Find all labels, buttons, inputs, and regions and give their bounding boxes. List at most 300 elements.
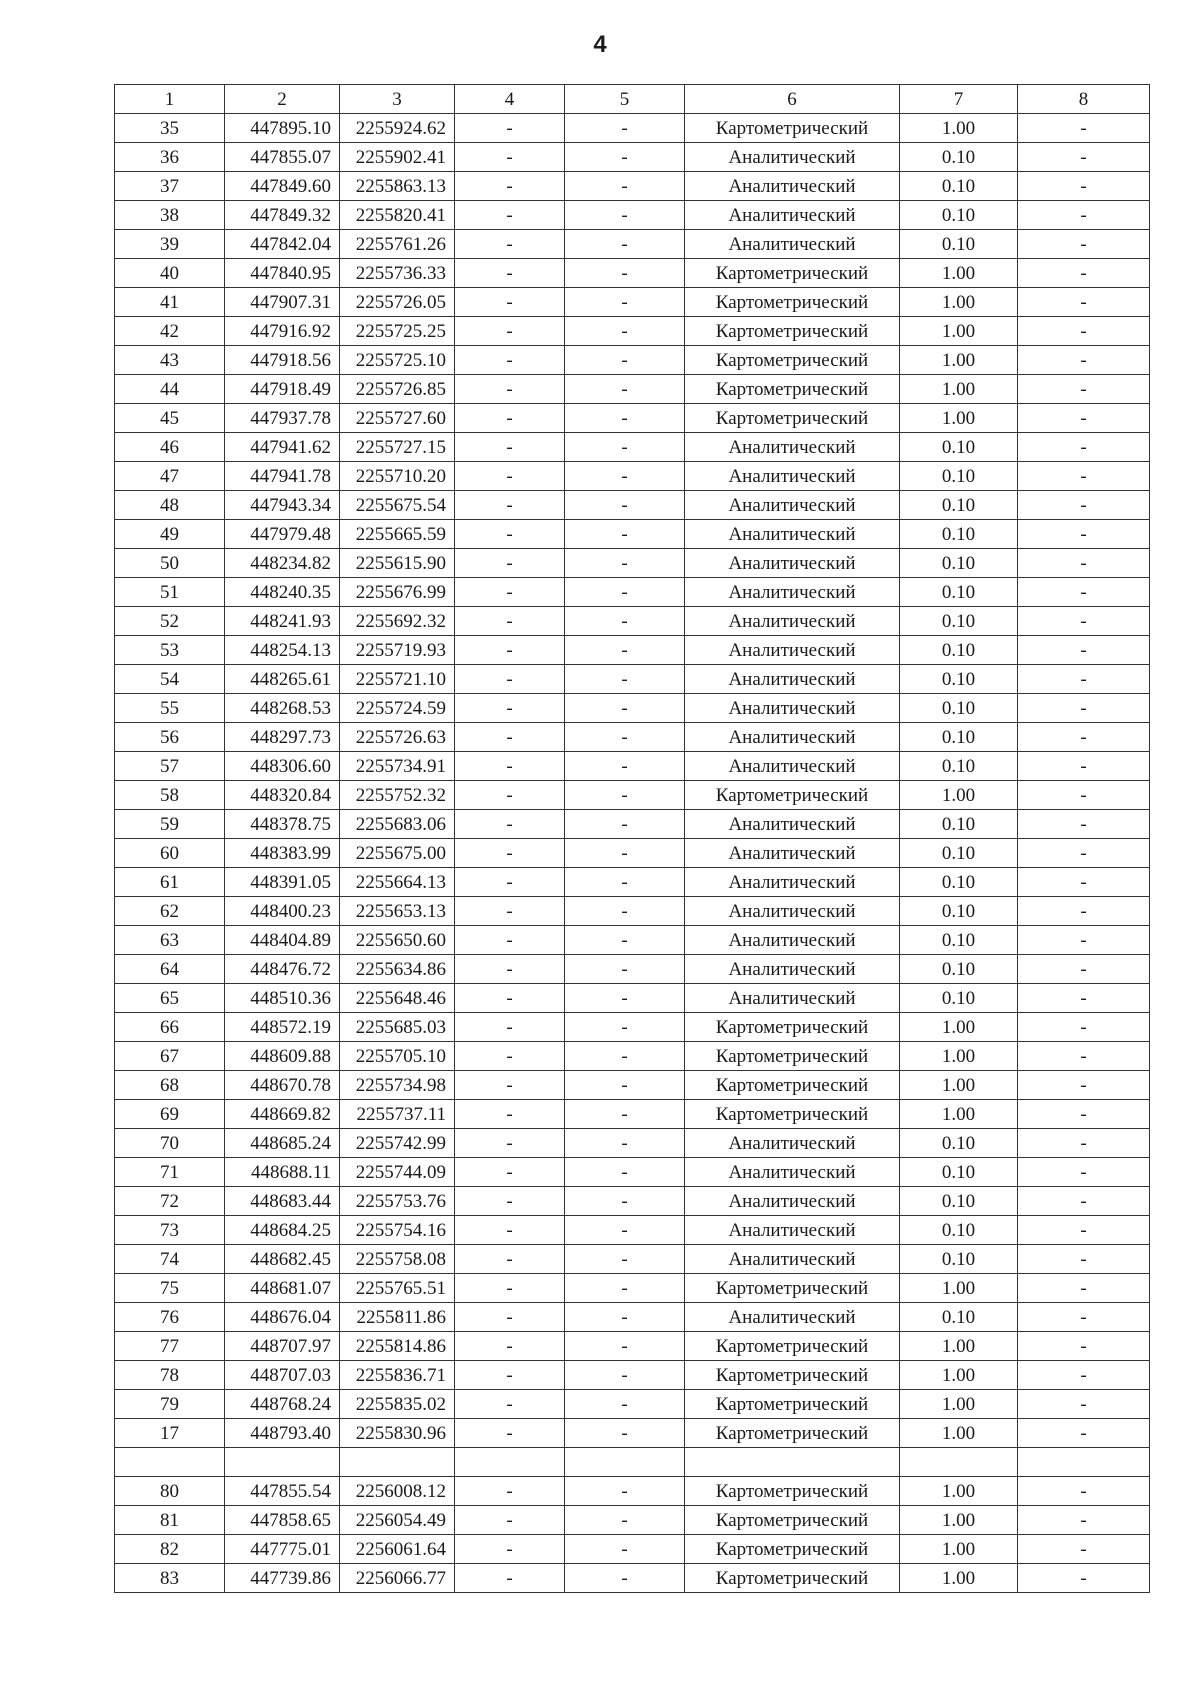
point-number-cell: 40: [115, 259, 225, 288]
column-8-cell: -: [1018, 1129, 1150, 1158]
column-4-cell: -: [455, 665, 565, 694]
y-coordinate-cell: 2255734.91: [340, 752, 455, 781]
point-number-cell: 68: [115, 1071, 225, 1100]
column-4-cell: -: [455, 201, 565, 230]
accuracy-cell: 0.10: [900, 1303, 1018, 1332]
column-4-cell: -: [455, 636, 565, 665]
column-8-cell: -: [1018, 1216, 1150, 1245]
y-coordinate-cell: 2255761.26: [340, 230, 455, 259]
column-4-cell: -: [455, 578, 565, 607]
point-number-cell: 50: [115, 549, 225, 578]
method-cell: Картометрический: [685, 1100, 900, 1129]
point-number-cell: 51: [115, 578, 225, 607]
method-cell: Картометрический: [685, 1564, 900, 1593]
column-5-cell: -: [565, 665, 685, 694]
x-coordinate-cell: 447739.86: [225, 1564, 340, 1593]
x-coordinate-cell: 448240.35: [225, 578, 340, 607]
column-8-cell: -: [1018, 114, 1150, 143]
table-row: [115, 114, 1150, 143]
y-coordinate-cell: 2255705.10: [340, 1042, 455, 1071]
method-cell: Аналитический: [685, 1216, 900, 1245]
table-row: [115, 375, 1150, 404]
column-5-cell: -: [565, 1216, 685, 1245]
column-4-cell: -: [455, 1187, 565, 1216]
column-4-cell: -: [455, 114, 565, 143]
accuracy-cell: 0.10: [900, 1216, 1018, 1245]
point-number-cell: 53: [115, 636, 225, 665]
column-8-cell: -: [1018, 1158, 1150, 1187]
accuracy-cell: 1.00: [900, 1013, 1018, 1042]
method-cell: Аналитический: [685, 926, 900, 955]
x-coordinate-cell: 447907.31: [225, 288, 340, 317]
table-row: [115, 172, 1150, 201]
x-coordinate-cell: 447918.49: [225, 375, 340, 404]
point-number-cell: 66: [115, 1013, 225, 1042]
column-4-cell: -: [455, 549, 565, 578]
table-row: [115, 897, 1150, 926]
accuracy-cell: 0.10: [900, 1187, 1018, 1216]
method-cell: Аналитический: [685, 433, 900, 462]
column-5-cell: -: [565, 462, 685, 491]
column-8-cell: -: [1018, 1361, 1150, 1390]
x-coordinate-cell: 448383.99: [225, 839, 340, 868]
x-coordinate-cell: 448297.73: [225, 723, 340, 752]
method-cell: Картометрический: [685, 781, 900, 810]
point-number-cell: 52: [115, 607, 225, 636]
column-4-cell: -: [455, 1564, 565, 1593]
y-coordinate-cell: 2255753.76: [340, 1187, 455, 1216]
method-cell: Аналитический: [685, 172, 900, 201]
table-row: [115, 810, 1150, 839]
accuracy-cell: 1.00: [900, 259, 1018, 288]
accuracy-cell: 1.00: [900, 1071, 1018, 1100]
x-coordinate-cell: 447855.54: [225, 1477, 340, 1506]
column-8-cell: -: [1018, 259, 1150, 288]
column-header: 1: [115, 85, 225, 114]
column-4-cell: -: [455, 288, 565, 317]
column-5-cell: -: [565, 1187, 685, 1216]
method-cell: Аналитический: [685, 578, 900, 607]
x-coordinate-cell: 448572.19: [225, 1013, 340, 1042]
accuracy-cell: 0.10: [900, 752, 1018, 781]
table-row: [115, 1187, 1150, 1216]
point-number-cell: 17: [115, 1419, 225, 1448]
column-4-cell: -: [455, 1158, 565, 1187]
column-5-cell: -: [565, 1564, 685, 1593]
accuracy-cell: 0.10: [900, 636, 1018, 665]
accuracy-cell: 1.00: [900, 1390, 1018, 1419]
accuracy-cell: 0.10: [900, 143, 1018, 172]
table-row: [115, 984, 1150, 1013]
accuracy-cell: 1.00: [900, 1419, 1018, 1448]
y-coordinate-cell: 2255721.10: [340, 665, 455, 694]
method-cell: Аналитический: [685, 1187, 900, 1216]
point-number-cell: 60: [115, 839, 225, 868]
column-5-cell: -: [565, 1390, 685, 1419]
y-coordinate-cell: 2255820.41: [340, 201, 455, 230]
column-4-cell: -: [455, 1100, 565, 1129]
column-8-cell: -: [1018, 288, 1150, 317]
point-number-cell: 81: [115, 1506, 225, 1535]
accuracy-cell: 1.00: [900, 1506, 1018, 1535]
accuracy-cell: 1.00: [900, 375, 1018, 404]
column-4-cell: -: [455, 1013, 565, 1042]
accuracy-cell: 0.10: [900, 1129, 1018, 1158]
x-coordinate-cell: 448707.97: [225, 1332, 340, 1361]
method-cell: Аналитический: [685, 636, 900, 665]
x-coordinate-cell: 447855.07: [225, 143, 340, 172]
method-cell: Картометрический: [685, 1042, 900, 1071]
x-coordinate-cell: 448682.45: [225, 1245, 340, 1274]
column-8-cell: -: [1018, 607, 1150, 636]
column-8-cell: -: [1018, 549, 1150, 578]
x-coordinate-cell: 448793.40: [225, 1419, 340, 1448]
table-row: [115, 955, 1150, 984]
column-8-cell: -: [1018, 1100, 1150, 1129]
table-row: [115, 781, 1150, 810]
point-number-cell: 41: [115, 288, 225, 317]
column-4-cell: -: [455, 404, 565, 433]
accuracy-cell: 0.10: [900, 839, 1018, 868]
table-row: [115, 346, 1150, 375]
y-coordinate-cell: 2255615.90: [340, 549, 455, 578]
accuracy-cell: 0.10: [900, 984, 1018, 1013]
point-number-cell: 65: [115, 984, 225, 1013]
column-5-cell: -: [565, 1042, 685, 1071]
column-5-cell: -: [565, 926, 685, 955]
column-8-cell: -: [1018, 1564, 1150, 1593]
method-cell: Картометрический: [685, 1535, 900, 1564]
column-5-cell: -: [565, 201, 685, 230]
column-8-cell: -: [1018, 1013, 1150, 1042]
table-row: [115, 433, 1150, 462]
table-row: [115, 1216, 1150, 1245]
column-8-cell: -: [1018, 1187, 1150, 1216]
point-number-cell: 69: [115, 1100, 225, 1129]
column-8-cell: -: [1018, 1477, 1150, 1506]
table-row: [115, 259, 1150, 288]
table-row: [115, 1129, 1150, 1158]
column-5-cell: -: [565, 781, 685, 810]
table-row: [115, 462, 1150, 491]
point-number-cell: 70: [115, 1129, 225, 1158]
table-row: [115, 752, 1150, 781]
column-8-cell: -: [1018, 723, 1150, 752]
point-number-cell: 73: [115, 1216, 225, 1245]
x-coordinate-cell: 448400.23: [225, 897, 340, 926]
point-number-cell: 62: [115, 897, 225, 926]
method-cell: Аналитический: [685, 665, 900, 694]
x-coordinate-cell: 448378.75: [225, 810, 340, 839]
y-coordinate-cell: 2255814.86: [340, 1332, 455, 1361]
accuracy-cell: [900, 1448, 1018, 1477]
column-5-cell: -: [565, 897, 685, 926]
y-coordinate-cell: 2255765.51: [340, 1274, 455, 1303]
x-coordinate-cell: 447849.32: [225, 201, 340, 230]
x-coordinate-cell: 447943.34: [225, 491, 340, 520]
column-8-cell: -: [1018, 491, 1150, 520]
table-row: [115, 230, 1150, 259]
accuracy-cell: 1.00: [900, 1042, 1018, 1071]
table-row: [115, 1013, 1150, 1042]
column-4-cell: -: [455, 1477, 565, 1506]
column-8-cell: -: [1018, 1303, 1150, 1332]
column-8-cell: -: [1018, 926, 1150, 955]
x-coordinate-cell: 448688.11: [225, 1158, 340, 1187]
x-coordinate-cell: 447775.01: [225, 1535, 340, 1564]
column-8-cell: -: [1018, 404, 1150, 433]
point-number-cell: 43: [115, 346, 225, 375]
column-8-cell: -: [1018, 578, 1150, 607]
column-8-cell: -: [1018, 984, 1150, 1013]
column-5-cell: -: [565, 984, 685, 1013]
point-number-cell: 46: [115, 433, 225, 462]
x-coordinate-cell: 447918.56: [225, 346, 340, 375]
point-number-cell: 48: [115, 491, 225, 520]
column-4-cell: -: [455, 984, 565, 1013]
y-coordinate-cell: 2255650.60: [340, 926, 455, 955]
column-5-cell: -: [565, 694, 685, 723]
point-number-cell: 38: [115, 201, 225, 230]
x-coordinate-cell: 448268.53: [225, 694, 340, 723]
y-coordinate-cell: 2255648.46: [340, 984, 455, 1013]
x-coordinate-cell: 448685.24: [225, 1129, 340, 1158]
accuracy-cell: 0.10: [900, 926, 1018, 955]
method-cell: Картометрический: [685, 1390, 900, 1419]
column-4-cell: -: [455, 1216, 565, 1245]
column-8-cell: -: [1018, 781, 1150, 810]
method-cell: Аналитический: [685, 230, 900, 259]
table-row: [115, 520, 1150, 549]
column-8-cell: -: [1018, 172, 1150, 201]
column-8-cell: -: [1018, 1506, 1150, 1535]
column-4-cell: [455, 1448, 565, 1477]
y-coordinate-cell: 2255742.99: [340, 1129, 455, 1158]
method-cell: Аналитический: [685, 520, 900, 549]
x-coordinate-cell: 448391.05: [225, 868, 340, 897]
method-cell: Аналитический: [685, 810, 900, 839]
column-8-cell: -: [1018, 897, 1150, 926]
x-coordinate-cell: 448681.07: [225, 1274, 340, 1303]
table-row: [115, 839, 1150, 868]
column-4-cell: -: [455, 1390, 565, 1419]
method-cell: Аналитический: [685, 723, 900, 752]
y-coordinate-cell: 2255734.98: [340, 1071, 455, 1100]
table-row: [115, 607, 1150, 636]
x-coordinate-cell: 447842.04: [225, 230, 340, 259]
y-coordinate-cell: 2255835.02: [340, 1390, 455, 1419]
accuracy-cell: 0.10: [900, 520, 1018, 549]
column-4-cell: -: [455, 1042, 565, 1071]
y-coordinate-cell: 2255737.11: [340, 1100, 455, 1129]
column-4-cell: -: [455, 491, 565, 520]
column-5-cell: -: [565, 288, 685, 317]
column-8-cell: -: [1018, 230, 1150, 259]
y-coordinate-cell: 2255685.03: [340, 1013, 455, 1042]
column-4-cell: -: [455, 1274, 565, 1303]
y-coordinate-cell: 2255692.32: [340, 607, 455, 636]
method-cell: Аналитический: [685, 752, 900, 781]
column-5-cell: -: [565, 723, 685, 752]
column-5-cell: -: [565, 636, 685, 665]
column-8-cell: -: [1018, 375, 1150, 404]
table-row: [115, 1071, 1150, 1100]
y-coordinate-cell: 2255736.33: [340, 259, 455, 288]
point-number-cell: 78: [115, 1361, 225, 1390]
accuracy-cell: 0.10: [900, 868, 1018, 897]
table-row: [115, 1535, 1150, 1564]
accuracy-cell: 1.00: [900, 1274, 1018, 1303]
column-5-cell: -: [565, 172, 685, 201]
x-coordinate-cell: 448476.72: [225, 955, 340, 984]
point-number-cell: 76: [115, 1303, 225, 1332]
y-coordinate-cell: 2256008.12: [340, 1477, 455, 1506]
y-coordinate-cell: 2255727.15: [340, 433, 455, 462]
y-coordinate-cell: 2255653.13: [340, 897, 455, 926]
method-cell: Картометрический: [685, 288, 900, 317]
column-8-cell: -: [1018, 317, 1150, 346]
point-number-cell: 75: [115, 1274, 225, 1303]
table-row: [115, 201, 1150, 230]
table-row: [115, 549, 1150, 578]
header-row: [115, 85, 1150, 114]
x-coordinate-cell: 447979.48: [225, 520, 340, 549]
point-number-cell: 67: [115, 1042, 225, 1071]
method-cell: Аналитический: [685, 839, 900, 868]
point-number-cell: 45: [115, 404, 225, 433]
table-row: [115, 926, 1150, 955]
column-4-cell: -: [455, 317, 565, 346]
column-5-cell: -: [565, 1419, 685, 1448]
x-coordinate-cell: 448670.78: [225, 1071, 340, 1100]
method-cell: Картометрический: [685, 1477, 900, 1506]
y-coordinate-cell: 2255725.10: [340, 346, 455, 375]
point-number-cell: 42: [115, 317, 225, 346]
column-8-cell: -: [1018, 810, 1150, 839]
column-5-cell: -: [565, 955, 685, 984]
point-number-cell: 44: [115, 375, 225, 404]
coordinates-table: [114, 84, 1150, 1593]
method-cell: Аналитический: [685, 1129, 900, 1158]
y-coordinate-cell: 2255758.08: [340, 1245, 455, 1274]
table-body: [115, 114, 1150, 1593]
column-4-cell: -: [455, 462, 565, 491]
y-coordinate-cell: 2255754.16: [340, 1216, 455, 1245]
column-4-cell: -: [455, 1506, 565, 1535]
accuracy-cell: 0.10: [900, 897, 1018, 926]
column-4-cell: -: [455, 1245, 565, 1274]
y-coordinate-cell: 2255719.93: [340, 636, 455, 665]
method-cell: Картометрический: [685, 1419, 900, 1448]
x-coordinate-cell: 447895.10: [225, 114, 340, 143]
column-4-cell: -: [455, 694, 565, 723]
accuracy-cell: 0.10: [900, 1245, 1018, 1274]
column-5-cell: -: [565, 1013, 685, 1042]
table-row: [115, 1274, 1150, 1303]
column-8-cell: -: [1018, 1245, 1150, 1274]
column-5-cell: -: [565, 549, 685, 578]
accuracy-cell: 0.10: [900, 549, 1018, 578]
y-coordinate-cell: 2255811.86: [340, 1303, 455, 1332]
column-5-cell: -: [565, 143, 685, 172]
column-header: 4: [455, 85, 565, 114]
method-cell: [685, 1448, 900, 1477]
table-row: [115, 491, 1150, 520]
accuracy-cell: 0.10: [900, 607, 1018, 636]
table-row: [115, 868, 1150, 897]
column-8-cell: -: [1018, 1274, 1150, 1303]
table-row: [115, 1564, 1150, 1593]
column-5-cell: -: [565, 433, 685, 462]
table-row: [115, 288, 1150, 317]
accuracy-cell: 0.10: [900, 230, 1018, 259]
table-row: [115, 1361, 1150, 1390]
method-cell: Аналитический: [685, 549, 900, 578]
column-5-cell: -: [565, 230, 685, 259]
method-cell: Картометрический: [685, 1274, 900, 1303]
method-cell: Картометрический: [685, 259, 900, 288]
column-4-cell: -: [455, 1361, 565, 1390]
accuracy-cell: 0.10: [900, 201, 1018, 230]
x-coordinate-cell: 448404.89: [225, 926, 340, 955]
method-cell: Картометрический: [685, 114, 900, 143]
accuracy-cell: 0.10: [900, 810, 1018, 839]
column-8-cell: -: [1018, 752, 1150, 781]
column-5-cell: [565, 1448, 685, 1477]
point-number-cell: 64: [115, 955, 225, 984]
column-4-cell: -: [455, 868, 565, 897]
column-4-cell: -: [455, 230, 565, 259]
column-5-cell: -: [565, 491, 685, 520]
column-5-cell: -: [565, 1477, 685, 1506]
y-coordinate-cell: 2255675.00: [340, 839, 455, 868]
x-coordinate-cell: 447941.78: [225, 462, 340, 491]
column-8-cell: -: [1018, 636, 1150, 665]
method-cell: Картометрический: [685, 1361, 900, 1390]
accuracy-cell: 0.10: [900, 1158, 1018, 1187]
column-8-cell: -: [1018, 143, 1150, 172]
column-8-cell: -: [1018, 462, 1150, 491]
point-number-cell: 83: [115, 1564, 225, 1593]
y-coordinate-cell: 2255752.32: [340, 781, 455, 810]
accuracy-cell: 1.00: [900, 346, 1018, 375]
column-5-cell: -: [565, 1100, 685, 1129]
point-number-cell: 54: [115, 665, 225, 694]
y-coordinate-cell: 2256061.64: [340, 1535, 455, 1564]
column-8-cell: -: [1018, 201, 1150, 230]
x-coordinate-cell: 447858.65: [225, 1506, 340, 1535]
column-8-cell: -: [1018, 433, 1150, 462]
point-number-cell: 36: [115, 143, 225, 172]
column-5-cell: -: [565, 1158, 685, 1187]
column-8-cell: -: [1018, 1390, 1150, 1419]
column-4-cell: -: [455, 955, 565, 984]
column-4-cell: -: [455, 897, 565, 926]
table-row: [115, 1419, 1150, 1448]
y-coordinate-cell: 2255675.54: [340, 491, 455, 520]
y-coordinate-cell: 2255725.25: [340, 317, 455, 346]
column-5-cell: -: [565, 607, 685, 636]
y-coordinate-cell: 2255836.71: [340, 1361, 455, 1390]
accuracy-cell: 1.00: [900, 1361, 1018, 1390]
page-number: 4: [593, 31, 607, 58]
y-coordinate-cell: 2255744.09: [340, 1158, 455, 1187]
column-4-cell: -: [455, 1332, 565, 1361]
column-8-cell: -: [1018, 1071, 1150, 1100]
x-coordinate-cell: 447916.92: [225, 317, 340, 346]
column-4-cell: -: [455, 1129, 565, 1158]
column-4-cell: -: [455, 520, 565, 549]
